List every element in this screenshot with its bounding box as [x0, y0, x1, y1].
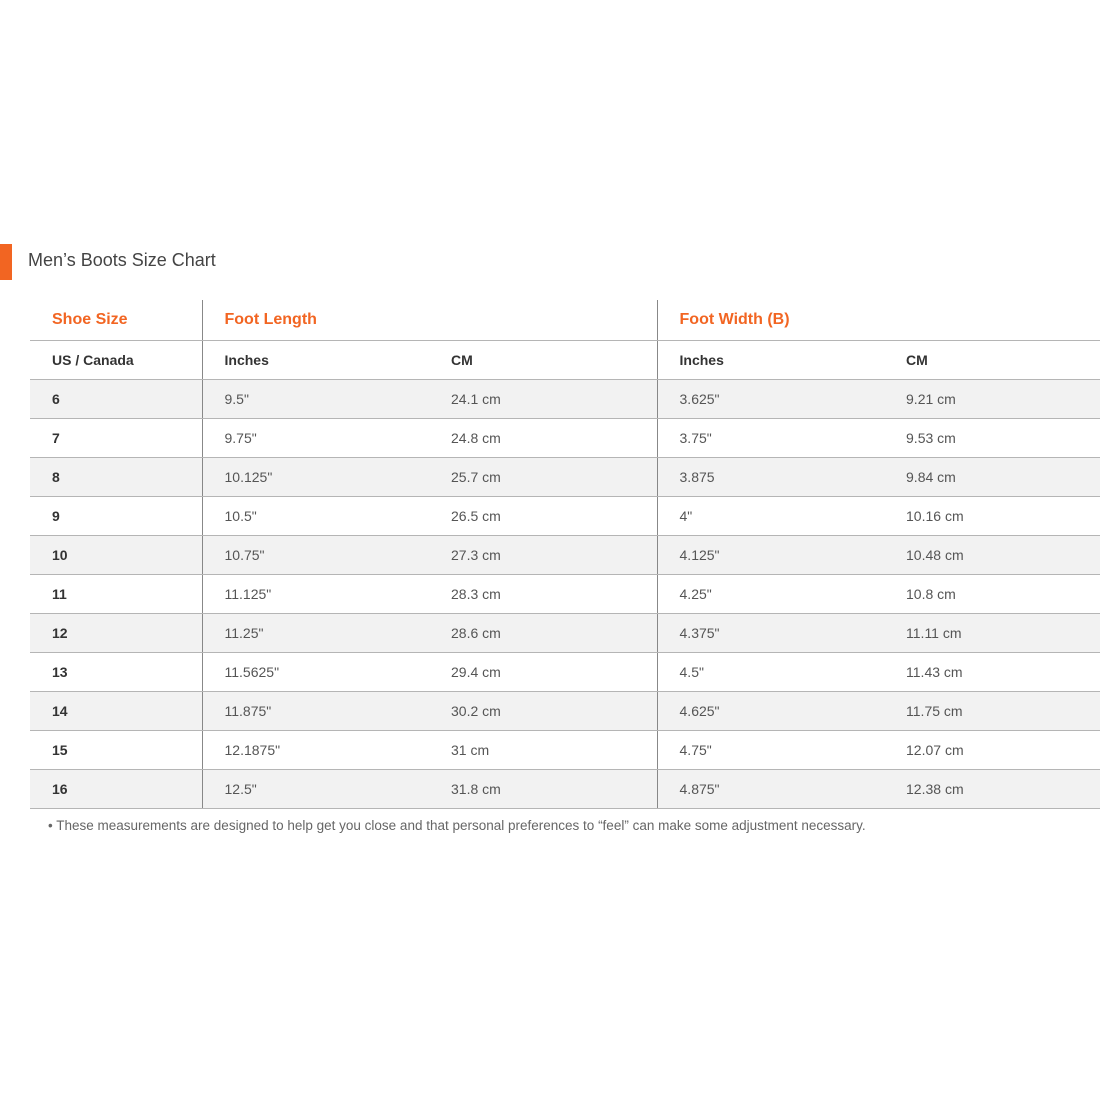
cell-length-inches: 11.25" [202, 614, 429, 653]
sub-header-length-cm: CM [429, 341, 657, 380]
cell-width-inches: 3.625" [657, 380, 884, 419]
table-row [30, 770, 1100, 809]
cell-length-inches: 10.5" [202, 497, 429, 536]
cell-length-inches: 9.75" [202, 419, 429, 458]
table-row [30, 419, 1100, 458]
cell-width-inches: 4.25" [657, 575, 884, 614]
cell-length-cm: 24.8 cm [429, 419, 657, 458]
cell-width-cm: 10.48 cm [884, 536, 1100, 575]
cell-width-cm: 10.16 cm [884, 497, 1100, 536]
cell-shoe-size: 8 [30, 458, 202, 497]
cell-shoe-size: 16 [30, 770, 202, 809]
cell-length-cm: 24.1 cm [429, 380, 657, 419]
cell-width-cm: 9.53 cm [884, 419, 1100, 458]
cell-length-cm: 29.4 cm [429, 653, 657, 692]
cell-width-cm: 12.07 cm [884, 731, 1100, 770]
group-header-row [30, 300, 1100, 341]
cell-width-cm: 9.21 cm [884, 380, 1100, 419]
table-row [30, 653, 1100, 692]
cell-width-cm: 12.38 cm [884, 770, 1100, 809]
cell-length-inches: 12.5" [202, 770, 429, 809]
cell-length-cm: 26.5 cm [429, 497, 657, 536]
table-row [30, 731, 1100, 770]
cell-width-cm: 9.84 cm [884, 458, 1100, 497]
foot-length-header: Foot Length [202, 300, 657, 341]
cell-length-inches: 11.5625" [202, 653, 429, 692]
table-row [30, 536, 1100, 575]
cell-shoe-size: 14 [30, 692, 202, 731]
footnote: • These measurements are designed to help get you close and that personal preferences to “feel” can make some adjustment necessary. [48, 818, 866, 833]
cell-shoe-size: 13 [30, 653, 202, 692]
cell-width-cm: 11.75 cm [884, 692, 1100, 731]
cell-shoe-size: 6 [30, 380, 202, 419]
cell-width-inches: 4.75" [657, 731, 884, 770]
cell-width-inches: 3.875 [657, 458, 884, 497]
cell-length-cm: 28.3 cm [429, 575, 657, 614]
cell-width-inches: 4.875" [657, 770, 884, 809]
cell-width-inches: 4.625" [657, 692, 884, 731]
cell-length-cm: 31.8 cm [429, 770, 657, 809]
table-row [30, 692, 1100, 731]
cell-length-inches: 11.875" [202, 692, 429, 731]
cell-width-cm: 11.43 cm [884, 653, 1100, 692]
table-row [30, 458, 1100, 497]
foot-width-header: Foot Width (B) [657, 300, 1100, 341]
table-row [30, 575, 1100, 614]
sub-header-width-cm: CM [884, 341, 1100, 380]
cell-width-inches: 3.75" [657, 419, 884, 458]
cell-shoe-size: 12 [30, 614, 202, 653]
table-row [30, 614, 1100, 653]
cell-shoe-size: 15 [30, 731, 202, 770]
sub-header-row [30, 341, 1100, 380]
cell-width-cm: 10.8 cm [884, 575, 1100, 614]
cell-length-cm: 25.7 cm [429, 458, 657, 497]
cell-width-inches: 4.5" [657, 653, 884, 692]
cell-width-inches: 4" [657, 497, 884, 536]
cell-length-inches: 12.1875" [202, 731, 429, 770]
shoe-size-header: Shoe Size [30, 300, 202, 341]
cell-width-cm: 11.11 cm [884, 614, 1100, 653]
cell-width-inches: 4.375" [657, 614, 884, 653]
sub-header-us-canada: US / Canada [30, 341, 202, 380]
cell-shoe-size: 10 [30, 536, 202, 575]
page-title: Men’s Boots Size Chart [28, 250, 216, 270]
cell-length-inches: 10.75" [202, 536, 429, 575]
cell-length-cm: 28.6 cm [429, 614, 657, 653]
sub-header-width-inches: Inches [657, 341, 884, 380]
size-chart-body [30, 380, 1100, 809]
cell-shoe-size: 11 [30, 575, 202, 614]
cell-length-inches: 10.125" [202, 458, 429, 497]
cell-length-inches: 11.125" [202, 575, 429, 614]
cell-shoe-size: 9 [30, 497, 202, 536]
sub-header-length-inches: Inches [202, 341, 429, 380]
cell-width-inches: 4.125" [657, 536, 884, 575]
cell-length-cm: 30.2 cm [429, 692, 657, 731]
table-row [30, 497, 1100, 536]
title-accent-bar [0, 244, 12, 280]
cell-shoe-size: 7 [30, 419, 202, 458]
table-row [30, 380, 1100, 419]
size-chart-table [30, 300, 1100, 809]
cell-length-cm: 27.3 cm [429, 536, 657, 575]
cell-length-cm: 31 cm [429, 731, 657, 770]
cell-length-inches: 9.5" [202, 380, 429, 419]
